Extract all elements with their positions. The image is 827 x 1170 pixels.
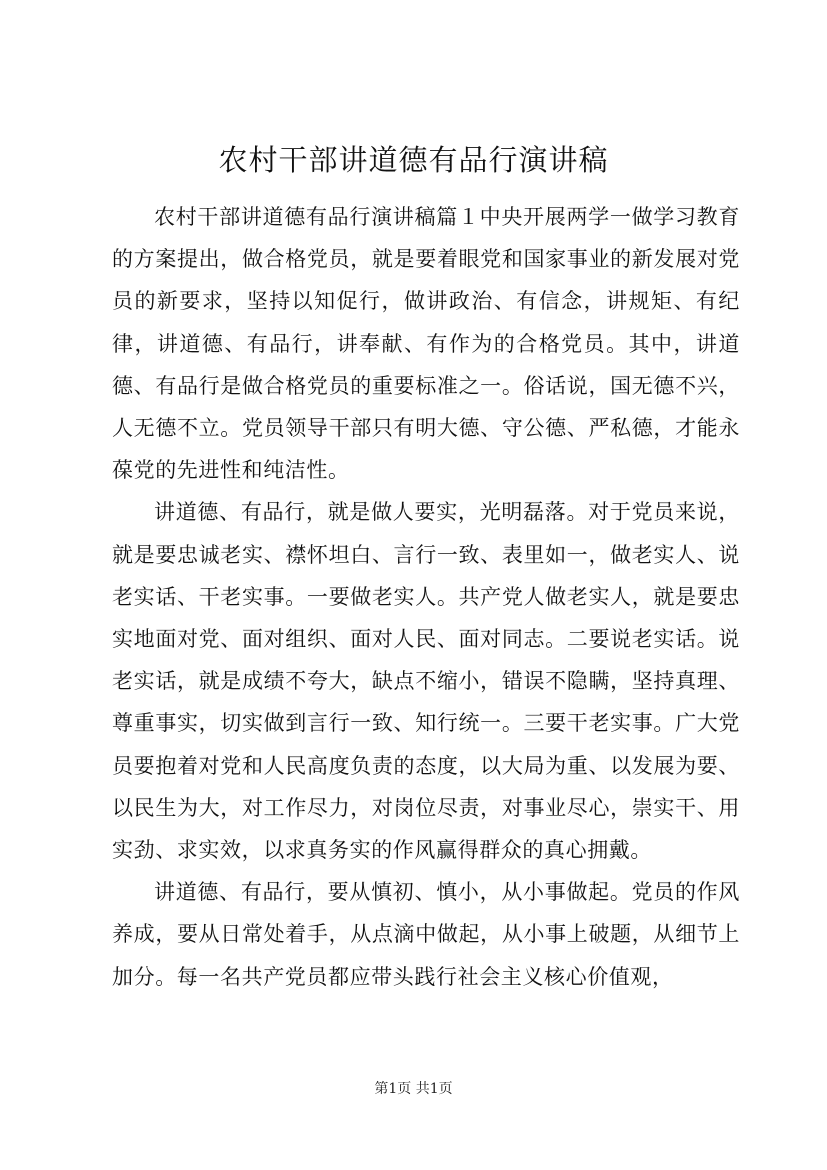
page-footer: 第1页 共1页 <box>374 1081 453 1097</box>
paragraph-1: 农村干部讲道德有品行演讲稿篇１中央开展两学一做学习教育的方案提出，做合格党员，就是要着眼党和国家事业的新发展对党员的新要求，坚持以知促行，做讲政治、有信念，讲规矩、有纪律，讲道德、有品行，讲奉献、有作为的合格党员。其中，讲道德、有品行是做合格党员的重要标准之一。俗话说，国无德不兴，人无德不立。党员领导干部只有明大德、守公德、严私德，才能永葆党的先进性和纯洁性。 <box>112 205 740 483</box>
document-body <box>112 196 740 998</box>
document-title: 农村干部讲道德有品行演讲稿 <box>218 143 609 177</box>
paragraph-2: 讲道德、有品行，就是做人要实，光明磊落。对于党员来说，就是要忠诚老实、襟怀坦白、言行一致、表里如一，做老实人、说老实话、干老实事。一要做老实人。共产党人做老实人，就是要忠实地面对党、面对组织、面对人民、面对同志。二要说老实话。说老实话，就是成绩不夸大，缺点不缩小，错误不隐瞒，坚持真理、尊重事实，切实做到言行一致、知行统一。三要干老实事。广大党员要抱着对党和人民高度负责的态度，以大局为重、以发展为要、以民生为大，对工作尽力，对岗位尽责，对事业尽心，崇实干、用实劲、求实效，以求真务实的作风赢得群众的真心拥戴。 <box>112 500 740 863</box>
paragraph-3: 讲道德、有品行，要从慎初、慎小，从小事做起。党员的作风养成，要从日常处着手，从点滴中做起，从小事上破题，从细节上加分。每一名共产党员都应带头践行社会主义核心价值观， <box>112 880 740 989</box>
